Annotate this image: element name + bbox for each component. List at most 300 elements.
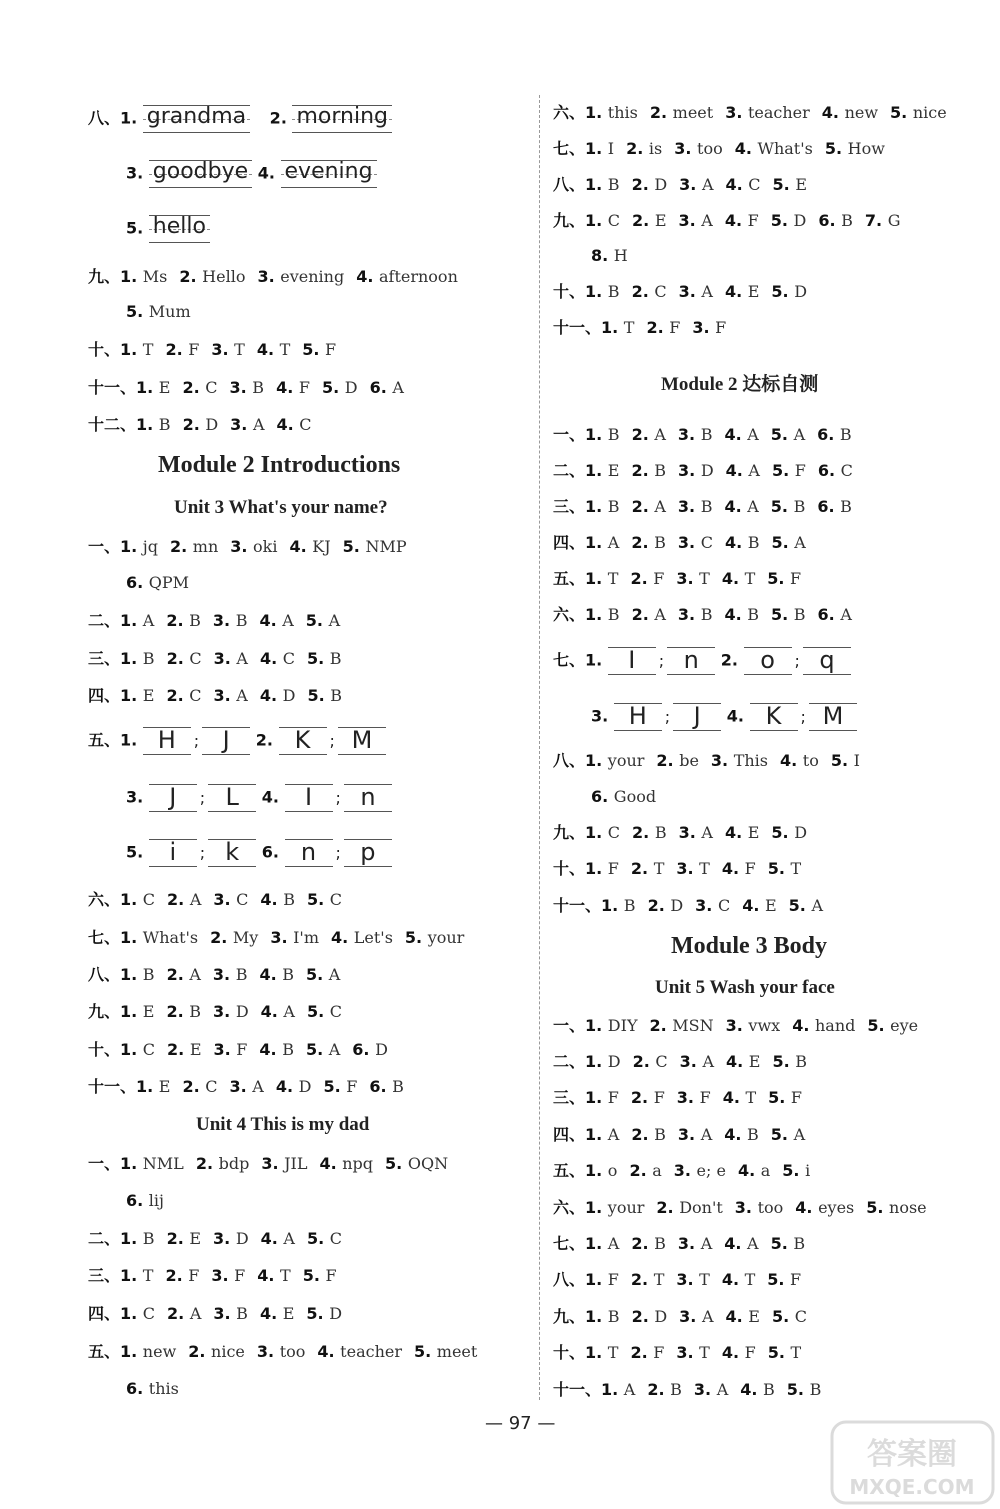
item-number: 2. [250, 730, 279, 750]
item-number: 3. [270, 928, 294, 947]
item-number: 4. [721, 706, 750, 726]
item-number: 3. [676, 859, 700, 878]
item-number: 3. [725, 1016, 749, 1035]
answer-text: T [653, 859, 665, 878]
item-number: 1. [585, 282, 608, 301]
answer-row [553, 1342, 813, 1364]
answer-text: C [205, 378, 218, 397]
answer-row [553, 1087, 814, 1109]
separator: ; [800, 706, 806, 726]
item-number: 5. [771, 605, 794, 624]
section-label: 五、 [88, 1342, 121, 1361]
answer-row [553, 1015, 930, 1037]
answer-text: C [282, 649, 295, 668]
item-number: 1. [120, 649, 143, 668]
answer-text: NMP [365, 537, 407, 556]
item-number: 6. [369, 1077, 393, 1096]
answer-text: JIL [284, 1154, 308, 1173]
answer-text: D [282, 686, 296, 705]
item-number: 4. [724, 1234, 748, 1253]
answer-text: A [702, 1052, 714, 1071]
item-number: 1. [601, 896, 624, 915]
item-number: 3. [674, 139, 698, 158]
section-label: 十、 [553, 859, 586, 878]
item-number: 5. [767, 569, 791, 588]
answer-row [553, 1269, 813, 1291]
answer-row [553, 858, 813, 880]
answer-text: D [205, 415, 219, 434]
item-number: 3. [679, 175, 702, 194]
answer-text: A [700, 1125, 713, 1144]
answer-text: too [757, 1198, 784, 1217]
answer-text: A [701, 282, 713, 301]
section-label: 四、 [88, 1304, 121, 1323]
answer-text: F [744, 1343, 756, 1362]
letter-box: I [285, 781, 333, 815]
answer-text: D [375, 1040, 388, 1059]
section-label: 十一、 [88, 1077, 137, 1096]
answer-text: A [747, 1234, 759, 1253]
section-label: 三、 [88, 1266, 121, 1285]
item-number: 5. [830, 751, 854, 770]
answer-text: NML [142, 1154, 184, 1173]
answer-text: T [699, 569, 710, 588]
answer-text: B [793, 605, 806, 624]
answer-text: E [747, 823, 760, 842]
section-label: 三、 [553, 497, 586, 516]
answer-row [88, 1153, 460, 1175]
answer-text: B [700, 605, 713, 624]
section-label: 一、 [88, 537, 121, 556]
item-number: 4. [721, 1343, 745, 1362]
answer-text: H [613, 246, 628, 265]
item-number: 5. [323, 1077, 347, 1096]
answer-text: C [329, 1229, 343, 1248]
letter-box: J [149, 781, 197, 815]
item-number: 5. [307, 686, 331, 705]
answer-text: A [189, 890, 202, 909]
answer-text: OQN [407, 1154, 449, 1173]
section-label: 一、 [553, 425, 586, 444]
section-label: 七、 [553, 1234, 586, 1253]
answer-text: A [623, 1380, 636, 1399]
letter-box: o [744, 644, 792, 678]
answer-text: F [794, 461, 806, 480]
section-label: 四、 [88, 686, 121, 705]
answer-row [88, 610, 352, 632]
answer-text: How [847, 139, 885, 158]
item-number: 5. [771, 282, 795, 301]
item-number: 3. [256, 1342, 280, 1361]
item-number: 3. [229, 1077, 253, 1096]
answer-text: B [392, 1077, 404, 1096]
section-label: 四、 [553, 533, 586, 552]
item-number: 4. [721, 569, 745, 588]
answer-text: A [747, 425, 759, 444]
section-label: 五、 [553, 569, 586, 588]
item-number: 3. [212, 611, 236, 630]
section-label: 七、 [88, 928, 121, 947]
answer-text: B [158, 415, 171, 434]
item-number: 2. [166, 649, 190, 668]
item-number: 4. [276, 378, 299, 397]
answer-text: B [283, 890, 295, 909]
answer-text: A [328, 965, 341, 984]
answer-row [88, 927, 476, 949]
section-label: 三、 [553, 1088, 586, 1107]
answer-row [553, 496, 864, 518]
answer-text: a [652, 1161, 662, 1180]
answer-row [553, 568, 813, 590]
item-number: 5. [770, 425, 794, 444]
section-label: 一、 [88, 1154, 121, 1173]
answer-text: npq [342, 1154, 374, 1173]
section-label: 八、 [553, 1270, 586, 1289]
answer-row [88, 414, 324, 436]
item-number: 2. [166, 1229, 190, 1248]
answer-text: this [607, 103, 638, 122]
section-label: 十二、 [88, 415, 137, 434]
answer-text: T [699, 1343, 710, 1362]
section-heading: Unit 4 This is my dad [196, 1114, 370, 1135]
answer-text: B [607, 282, 620, 301]
item-number: 1. [136, 378, 159, 397]
item-number: 1. [120, 928, 143, 947]
item-number: 5. [385, 1154, 408, 1173]
answer-text: Ms [142, 267, 168, 286]
section-label: 十一、 [553, 1380, 602, 1399]
item-number: 2. [649, 1016, 673, 1035]
item-number: 3. [695, 896, 718, 915]
item-number: 2. [630, 569, 654, 588]
answer-text: D [654, 1307, 668, 1326]
item-number: 1. [585, 569, 608, 588]
answer-text: Good [613, 787, 657, 806]
item-number: 1. [585, 1234, 608, 1253]
item-number: 3. [677, 533, 701, 552]
answer-text: F [669, 318, 681, 337]
item-number: 2. [166, 611, 190, 630]
answer-text: A [748, 461, 760, 480]
answer-text: your [607, 1198, 645, 1217]
item-number: 2. [646, 318, 670, 337]
handwritten-word: evening [284, 159, 373, 184]
item-number: 2. [182, 378, 206, 397]
item-number: 5. [771, 823, 795, 842]
answer-text: A [794, 533, 806, 552]
item-number: 4. [724, 497, 748, 516]
item-number: 2. [656, 1198, 680, 1217]
item-number: 1. [585, 1343, 608, 1362]
answer-text: D [793, 211, 807, 230]
item-number: 1. [120, 1342, 143, 1361]
answer-text: C [607, 823, 621, 842]
answer-text: hand [814, 1016, 856, 1035]
answer-row [88, 536, 419, 558]
answer-text: B [607, 175, 620, 194]
section-label: 五、 [88, 730, 121, 750]
section-label: 十一、 [553, 318, 602, 337]
item-number: 1. [120, 1229, 143, 1248]
answer-text: D [700, 461, 714, 480]
answer-text: B [189, 1002, 202, 1021]
section-label: 六、 [553, 605, 586, 624]
answer-text: B [793, 1234, 806, 1253]
item-number: 5. [867, 1016, 891, 1035]
answer-text: D [670, 896, 684, 915]
answer-text: T [142, 340, 154, 359]
answer-text: B [330, 686, 343, 705]
item-number: 2. [649, 103, 673, 122]
section-heading: Module 3 Body [671, 933, 828, 959]
answer-row [553, 1306, 819, 1328]
answer-text: MSN [672, 1016, 714, 1035]
item-number: 2. [182, 1077, 206, 1096]
answer-text: T [653, 1270, 665, 1289]
item-number: 5. [772, 1052, 796, 1071]
item-number: 3. [710, 751, 734, 770]
answer-row [88, 1076, 416, 1098]
item-number: 3. [229, 378, 253, 397]
answer-row [553, 1233, 817, 1255]
answer-text: F [188, 340, 200, 359]
item-number: 2. [715, 650, 744, 670]
answer-text: C [607, 211, 621, 230]
answer-text: T [790, 1343, 802, 1362]
answer-text: Let's [353, 928, 393, 947]
answer-row [553, 604, 864, 626]
item-number: 3. [261, 1154, 285, 1173]
answer-text: vwx [748, 1016, 781, 1035]
answer-text: D [235, 1229, 249, 1248]
item-number: 2. [630, 1088, 654, 1107]
answer-text: A [840, 605, 852, 624]
answer-text: F [744, 859, 756, 878]
item-number: 4. [724, 282, 748, 301]
answer-row [126, 1378, 191, 1400]
answer-row [88, 377, 416, 399]
answer-text: A [236, 649, 248, 668]
answer-text: this [148, 1379, 179, 1398]
answer-text: A [701, 823, 713, 842]
answer-text: nose [889, 1198, 927, 1217]
item-number: 1. [585, 425, 608, 444]
answer-text: lij [148, 1191, 164, 1210]
answer-text: QPM [148, 573, 190, 592]
letter-box: K [750, 700, 798, 734]
answer-text: to [802, 751, 819, 770]
answer-text: B [189, 611, 201, 630]
answer-row [553, 1051, 819, 1073]
item-number: 1. [585, 497, 608, 516]
item-number: 1. [585, 175, 608, 194]
answer-text: F [653, 569, 665, 588]
answer-text: E [654, 211, 667, 230]
item-number: 4. [259, 649, 283, 668]
answer-text: bdp [218, 1154, 250, 1173]
answer-text: F [790, 1088, 803, 1107]
item-number: 1. [585, 823, 608, 842]
answer-row [553, 1197, 939, 1219]
answer-text: afternoon [378, 267, 458, 286]
item-number: 1. [120, 611, 143, 630]
answer-text: F [298, 378, 310, 397]
answer-text: F [188, 1266, 200, 1285]
answer-text: F [715, 318, 727, 337]
answer-text: C [142, 1040, 156, 1059]
letter-box: L [208, 781, 256, 815]
answer-text: A [283, 1002, 295, 1021]
answer-text: T [744, 1270, 756, 1289]
letter-box: K [279, 724, 327, 758]
item-number: 3. [677, 425, 701, 444]
answer-text: A [252, 1077, 264, 1096]
watermark-logo [830, 1420, 995, 1505]
answer-text: I [853, 751, 860, 770]
item-number: 4. [724, 533, 748, 552]
answer-text: A [189, 965, 201, 984]
section-label: 二、 [553, 461, 586, 480]
answer-text: T [279, 340, 291, 359]
separator: ; [335, 842, 341, 862]
item-number: 4. [259, 1304, 283, 1323]
answer-text: KJ [312, 537, 331, 556]
item-number: 4. [724, 425, 748, 444]
item-number: 3. [230, 537, 254, 556]
answer-text: teacher [340, 1342, 402, 1361]
answer-row [88, 339, 348, 361]
item-number: 2. [210, 928, 233, 947]
answer-row [591, 786, 668, 808]
item-number: 3. [678, 211, 702, 230]
item-number: 2. [264, 108, 293, 128]
item-number: 5. [890, 103, 913, 122]
answer-text: A [793, 425, 806, 444]
answer-text: F [699, 1088, 711, 1107]
item-number: 1. [585, 1270, 608, 1289]
item-number: 5. [866, 1198, 890, 1217]
item-number: 1. [585, 1052, 608, 1071]
answer-text: your [607, 751, 645, 770]
answer-row [126, 781, 392, 815]
item-number: 2. [647, 896, 671, 915]
item-number: 6. [817, 605, 841, 624]
item-number: 5. [767, 1270, 791, 1289]
item-number: 3. [257, 267, 281, 286]
answer-row [88, 1341, 489, 1363]
answer-text: A [236, 686, 248, 705]
answer-text: A [607, 1125, 620, 1144]
item-number: 2. [632, 1052, 656, 1071]
answer-text: A [716, 1380, 729, 1399]
item-number: 1. [120, 1002, 143, 1021]
item-number: 5. [302, 340, 326, 359]
item-number: 1. [585, 533, 608, 552]
answer-text: B [142, 649, 155, 668]
handwritten-word: grandma [146, 104, 247, 129]
answer-text: B [607, 1307, 620, 1326]
answer-text: T [699, 859, 710, 878]
item-number: 5. [788, 896, 812, 915]
answer-text: E [748, 1307, 760, 1326]
item-number: 5. [306, 965, 329, 984]
answer-row [126, 1190, 176, 1212]
answer-text: nice [912, 103, 947, 122]
item-number: 1. [601, 1380, 624, 1399]
item-number: 5. [306, 1229, 330, 1248]
answer-row [88, 889, 354, 911]
section-label: 七、 [553, 650, 586, 670]
item-number: 2. [647, 1380, 671, 1399]
answer-text: A [607, 533, 620, 552]
answer-text: eyes [818, 1198, 855, 1217]
item-number: 4. [721, 1270, 745, 1289]
answer-text: C [655, 1052, 668, 1071]
item-number: 2. [167, 1040, 190, 1059]
section-label: 九、 [553, 1307, 586, 1326]
answer-text: C [654, 282, 667, 301]
item-number: 3. [213, 1229, 236, 1248]
answer-text: B [700, 497, 713, 516]
answer-text: B [607, 605, 620, 624]
item-number: 1. [120, 108, 143, 128]
answer-text: jq [142, 537, 158, 556]
answer-text: i [805, 1161, 811, 1180]
answer-text: C [236, 890, 249, 909]
section-label: 二、 [553, 1052, 586, 1071]
svg-text:MXQE.COM: MXQE.COM [849, 1475, 975, 1499]
item-number: 2. [188, 1342, 212, 1361]
item-number: 3. [676, 1343, 700, 1362]
answer-row [88, 1228, 354, 1250]
item-number: 1. [585, 1016, 608, 1035]
answer-text: C [717, 896, 731, 915]
answer-text: D [344, 378, 358, 397]
handwriting-box [281, 157, 377, 191]
section-label: 六、 [553, 1198, 586, 1217]
answer-row [126, 572, 201, 594]
separator: ; [193, 730, 200, 750]
item-number: 1. [585, 1125, 608, 1144]
separator: ; [329, 730, 335, 750]
section-label: 八、 [88, 965, 121, 984]
item-number: 4. [317, 1342, 341, 1361]
answer-text: E [747, 282, 760, 301]
answer-row [553, 532, 818, 554]
separator: ; [335, 787, 341, 807]
item-number: 4. [275, 1077, 299, 1096]
section-label: 十一、 [88, 378, 137, 397]
item-number: 6. [818, 211, 842, 230]
answer-text: What's [142, 928, 199, 947]
item-number: 2. [631, 533, 655, 552]
answer-row [553, 424, 864, 446]
item-number: 1. [585, 1307, 608, 1326]
answer-text: B [747, 605, 759, 624]
answer-text: B [282, 1040, 294, 1059]
answer-text: DIY [607, 1016, 638, 1035]
answer-text: A [747, 497, 759, 516]
item-number: 6. [126, 1379, 149, 1398]
answer-text: oki [253, 537, 278, 556]
answer-row [553, 210, 912, 232]
answer-text: A [654, 605, 666, 624]
answer-text: F [790, 569, 802, 588]
answer-text: B [654, 461, 667, 480]
item-number: 1. [120, 730, 143, 750]
item-number: 4. [726, 1052, 749, 1071]
answer-row [126, 212, 210, 246]
